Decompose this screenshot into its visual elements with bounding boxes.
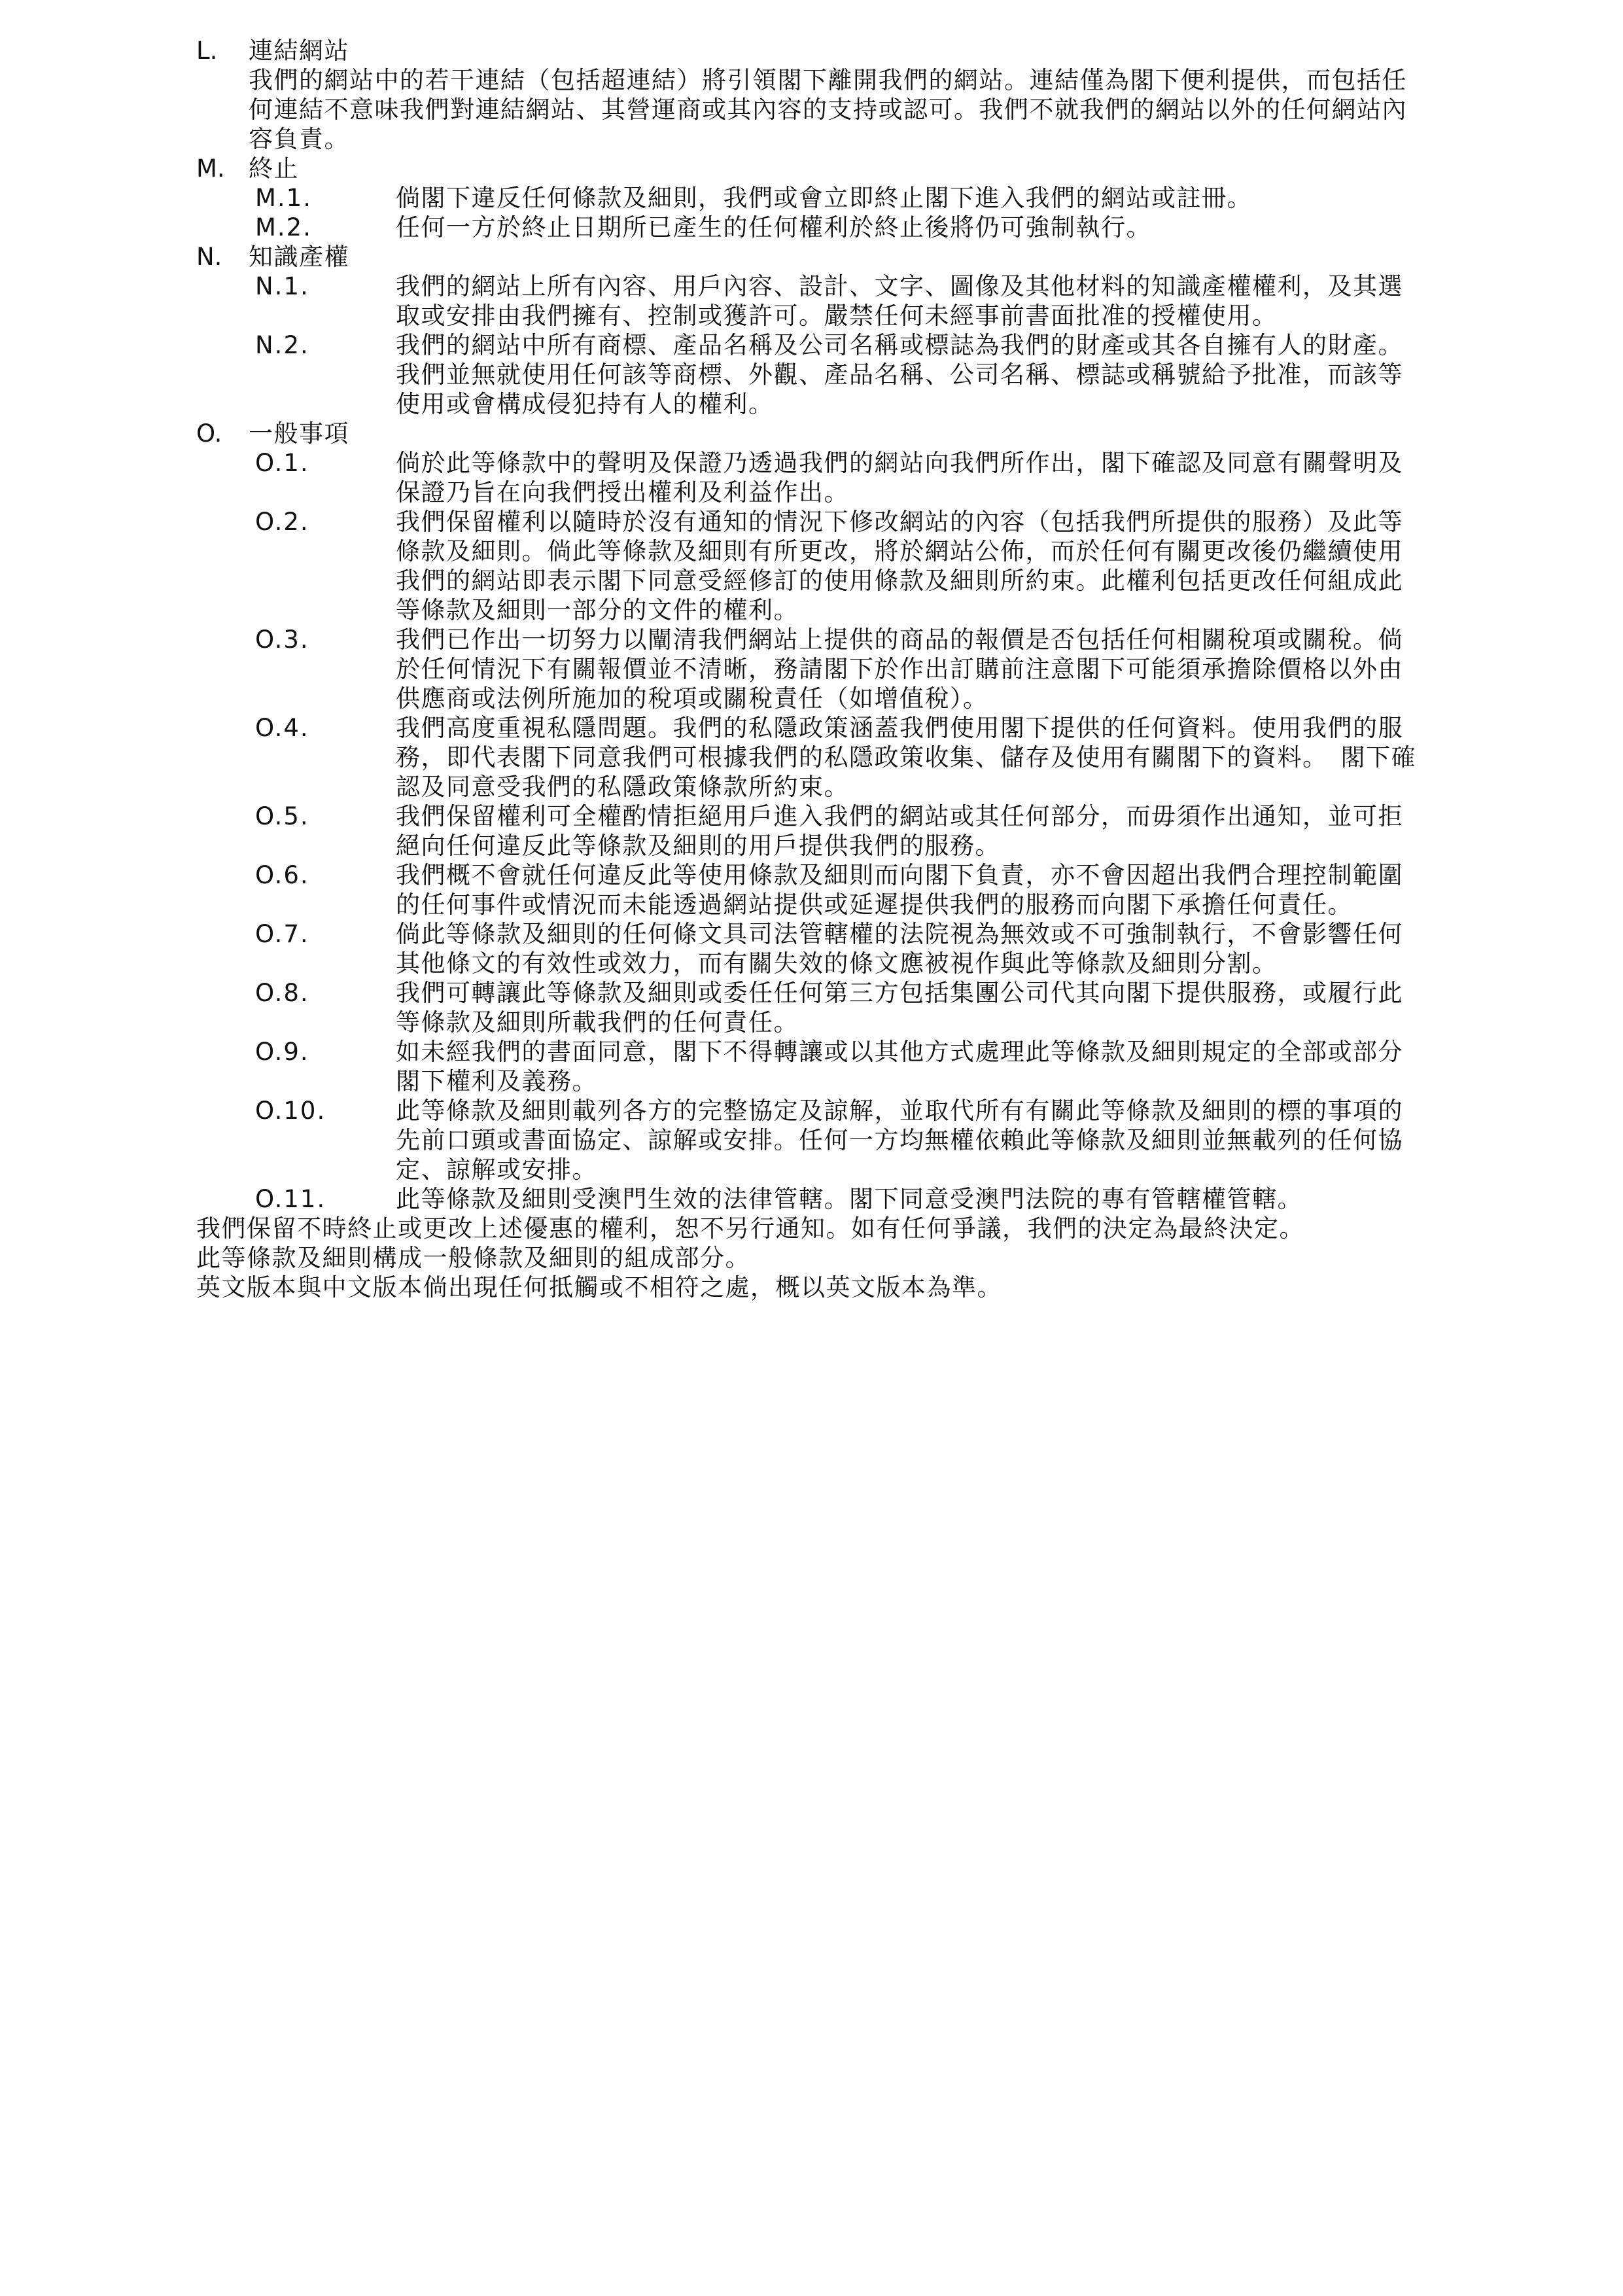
clause-item	[196, 625, 1478, 713]
clause-text: 倘於此等條款中的聲明及保證乃透過我們的網站向我們所作出，閣下確認及同意有關聲明及保證乃旨在向我們授出權利及利益作出。	[396, 449, 1403, 506]
clause-number: M.2.	[255, 213, 312, 241]
clause-text: 我們高度重視私隱問題。我們的私隱政策涵蓋我們使用閣下提供的任何資料。使用我們的服務，即代表閣下同意我們可根據我們的私隱政策收集、儲存及使用有關閣下的資料。 閣下確認及同意受我們的私隱政策條款所約束。	[396, 714, 1416, 801]
clause-text: 我們保留權利以隨時於沒有通知的情況下修改網站的內容（包括我們所提供的服務）及此等條款及細則。倘此等條款及細則有所更改，將於網站公佈，而於任何有關更改後仍繼續使用我們的網站即表示閣下同意受經修訂的使用條款及細則所約束。此權利包括更改任何組成此等條款及細則一部分的文件的權利。	[396, 508, 1403, 624]
clause-item	[196, 1037, 1478, 1096]
clause-item	[196, 802, 1478, 860]
clause-item	[196, 978, 1478, 1037]
section-termination	[196, 154, 1478, 242]
closing-line: 我們保留不時終止或更改上述優惠的權利，恕不另行通知。如有任何爭議，我們的決定為最終決定。	[196, 1214, 1304, 1243]
closing-line: 此等條款及細則構成一般條款及細則的組成部分。	[196, 1244, 750, 1272]
clause-number: O.8.	[255, 979, 309, 1007]
clause-number: O.9.	[255, 1038, 309, 1066]
clause-item	[196, 272, 1478, 330]
clause-item	[196, 330, 1478, 419]
section-general	[196, 419, 1478, 1214]
clause-text: 倘閣下違反任何條款及細則，我們或會立即終止閣下進入我們的網站或註冊。	[396, 184, 1252, 212]
section-intellectual-property	[196, 242, 1478, 419]
section-title: 終止	[249, 154, 299, 183]
clause-text: 任何一方於終止日期所已產生的任何權利於終止後將仍可強制執行。	[396, 213, 1151, 241]
clause-number: O.7.	[255, 920, 309, 948]
clause-number: O.5.	[255, 802, 309, 830]
section-paragraph: 我們的網站中的若干連結（包括超連結）將引領閣下離開我們的網站。連結僅為閣下便利提供，而包括任何連結不意味我們對連結網站、其營運商或其內容的支持或認可。我們不就我們的網站以外的任何網站內容負責。	[249, 66, 1407, 153]
document-page	[196, 36, 1478, 1302]
section-heading	[196, 419, 1478, 448]
clause-text: 我們已作出一切努力以闡清我們網站上提供的商品的報價是否包括任何相關稅項或關稅。倘於任何情況下有關報價並不清晰，務請閣下於作出訂購前注意閣下可能須承擔除價格以外由供應商或法例所施加的稅項或關稅責任（如增值稅）。	[396, 626, 1403, 713]
clause-item	[196, 183, 1478, 213]
clause-number: O.3.	[255, 626, 309, 654]
clause-text: 此等條款及細則載列各方的完整協定及諒解，並取代所有有關此等條款及細則的標的事項的先前口頭或書面協定、諒解或安排。任何一方均無權依賴此等條款及細則並無載列的任何協定、諒解或安排。	[396, 1097, 1403, 1184]
closing-line: 英文版本與中文版本倘出現任何抵觸或不相符之處，概以英文版本為準。	[196, 1273, 1002, 1301]
clause-text: 如未經我們的書面同意，閣下不得轉讓或以其他方式處理此等條款及細則規定的全部或部分閣下權利及義務。	[396, 1038, 1403, 1095]
clause-number: O.2.	[255, 508, 309, 536]
clause-text: 我們保留權利可全權酌情拒絕用戶進入我們的網站或其任何部分，而毋須作出通知，並可拒絕向任何違反此等條款及細則的用戶提供我們的服務。	[396, 802, 1403, 860]
clause-number: O.4.	[255, 714, 309, 742]
clause-item	[196, 213, 1478, 242]
clause-text: 我們概不會就任何違反此等使用條款及細則而向閣下負責，亦不會因超出我們合理控制範圍的任何事件或情況而未能透過網站提供或延遲提供我們的服務而向閣下承擔任何責任。	[396, 861, 1403, 919]
clause-text: 此等條款及細則受澳門生效的法律管轄。閣下同意受澳門法院的專有管轄權管轄。	[396, 1185, 1302, 1213]
section-letter: N.	[196, 243, 222, 271]
clause-number: N.2.	[255, 331, 309, 359]
clause-item	[196, 448, 1478, 507]
section-letter: L.	[196, 37, 218, 65]
clause-text: 我們的網站上所有內容、用戶內容、設計、文字、圖像及其他材料的知識產權權利，及其選取或安排由我們擁有、控制或獲許可。嚴禁任何未經事前書面批准的授權使用。	[396, 272, 1403, 330]
clause-number: O.11.	[255, 1185, 326, 1213]
clause-text: 我們可轉讓此等條款及細則或委任任何第三方包括集團公司代其向閣下提供服務，或履行此等條款及細則所載我們的任何責任。	[396, 979, 1403, 1036]
section-heading	[196, 36, 1478, 65]
clause-number: O.1.	[255, 449, 309, 477]
section-letter: O.	[196, 419, 222, 448]
section-heading	[196, 242, 1478, 272]
clause-text: 倘此等條款及細則的任何條文具司法管轄權的法院視為無效或不可強制執行，不會影響任何其他條文的有效性或效力，而有關失效的條文應被視作與此等條款及細則分割。	[396, 920, 1403, 978]
clause-item	[196, 919, 1478, 978]
section-title: 知識產權	[249, 243, 349, 271]
section-letter: M.	[196, 154, 225, 183]
section-title: 連結網站	[249, 37, 349, 65]
clause-item	[196, 507, 1478, 625]
section-title: 一般事項	[249, 419, 349, 448]
section-links	[196, 36, 1478, 154]
clause-item	[196, 1184, 1478, 1214]
clause-item	[196, 860, 1478, 919]
clause-number: O.6.	[255, 861, 309, 889]
clause-text: 我們的網站中所有商標、產品名稱及公司名稱或標誌為我們的財產或其各自擁有人的財產。我們並無就使用任何該等商標、外觀、產品名稱、公司名稱、標誌或稱號給予批准，而該等使用或會構成侵犯持有人的權利。	[396, 331, 1403, 418]
section-heading	[196, 154, 1478, 183]
clause-item	[196, 1096, 1478, 1184]
clause-item	[196, 713, 1478, 802]
clause-number: O.10.	[255, 1097, 326, 1125]
clause-number: M.1.	[255, 184, 312, 212]
clause-number: N.1.	[255, 272, 309, 300]
